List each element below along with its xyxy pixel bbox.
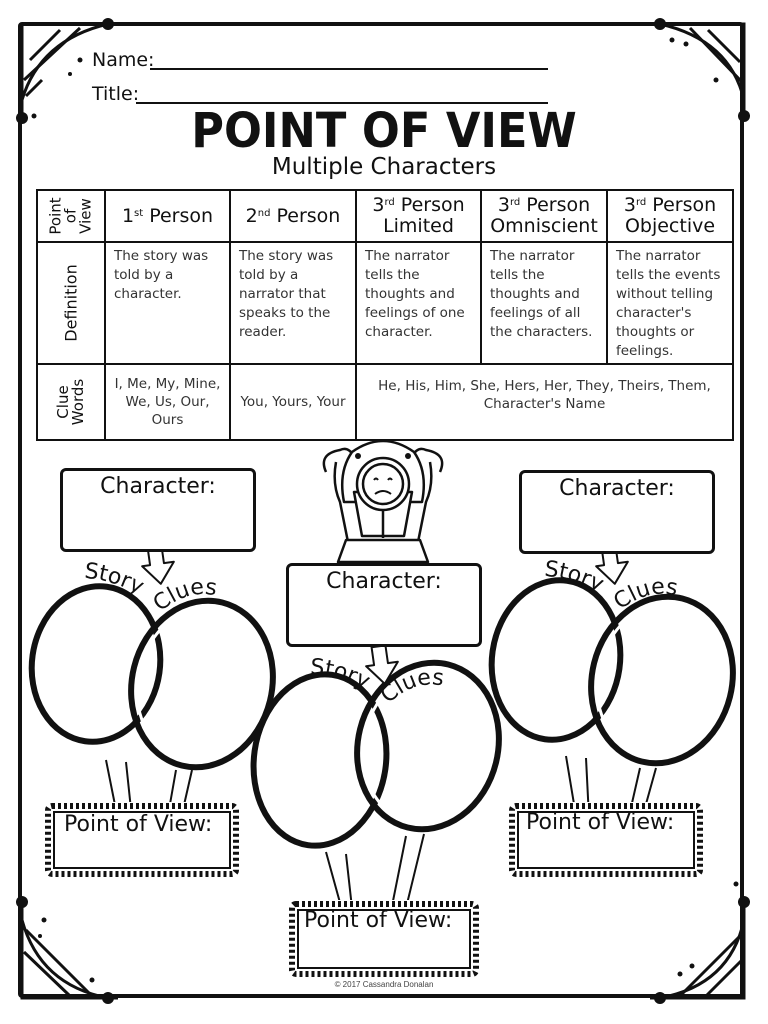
clue-cell: You, Yours, Your	[230, 364, 356, 440]
character-label: Character:	[559, 476, 675, 501]
definition-label: Definition	[61, 264, 81, 342]
pov-label-text: Point of View:	[526, 810, 675, 835]
table-header-row	[37, 190, 733, 242]
point-of-view-table	[36, 189, 734, 441]
definition-cell: The narrator tells the thoughts and feelings of one character.	[356, 242, 481, 364]
pov-box-center[interactable]	[288, 900, 480, 978]
clues-label-left: Clues	[148, 574, 219, 617]
column-header: 3rd Person Limited	[356, 190, 481, 242]
column-header: 3rd Person Omniscient	[481, 190, 607, 242]
character-box-right[interactable]	[519, 470, 715, 554]
clue-cell: He, His, Him, She, Hers, Her, They, Theirs, Them, Character's Name	[356, 364, 733, 440]
character-label: Character:	[100, 474, 216, 499]
page-title: POINT OF VIEW	[191, 103, 577, 159]
column-header: 3rd Person Objective	[607, 190, 733, 242]
story-label-left: Story	[83, 558, 148, 600]
clue-words-row-header	[37, 364, 105, 440]
pov-label-text: Point of View:	[64, 812, 213, 837]
clue-words-label: Clue Words	[54, 378, 87, 426]
pov-label-text: Point of View:	[304, 908, 453, 933]
page-subtitle: Multiple Characters	[271, 154, 497, 180]
definition-row	[37, 242, 733, 364]
column-header: 2nd Person	[230, 190, 356, 242]
column-header: 1st Person	[105, 190, 230, 242]
clues-label-right: Clues	[609, 574, 680, 615]
pov-box-left[interactable]	[44, 802, 240, 878]
character-box-center[interactable]	[286, 563, 482, 647]
table-corner-cell	[37, 190, 105, 242]
corner-label: Point of View	[46, 197, 95, 235]
copyright-text: © 2017 Cassandra Donalan	[334, 980, 434, 989]
definition-cell: The narrator tells the events without telling character's thoughts or feelings.	[607, 242, 733, 364]
definition-cell: The story was told by a narrator that speaks to the reader.	[230, 242, 356, 364]
clue-cell: I, Me, My, Mine, We, Us, Our, Ours	[105, 364, 230, 440]
title-label: Title:	[92, 83, 140, 105]
clues-label-center: Clues	[376, 665, 446, 709]
story-label-right: Story	[543, 556, 608, 598]
clue-words-row	[37, 364, 733, 440]
name-label: Name:	[92, 49, 155, 71]
character-box-left[interactable]	[60, 468, 256, 552]
definition-cell: The narrator tells the thoughts and feelings of all the characters.	[481, 242, 607, 364]
story-label-center: Story	[309, 654, 374, 695]
name-field[interactable]	[150, 68, 548, 70]
definition-cell: The story was told by a character.	[105, 242, 230, 364]
definition-row-header	[37, 242, 105, 364]
pov-box-right[interactable]	[508, 802, 704, 878]
character-label: Character:	[326, 569, 442, 594]
